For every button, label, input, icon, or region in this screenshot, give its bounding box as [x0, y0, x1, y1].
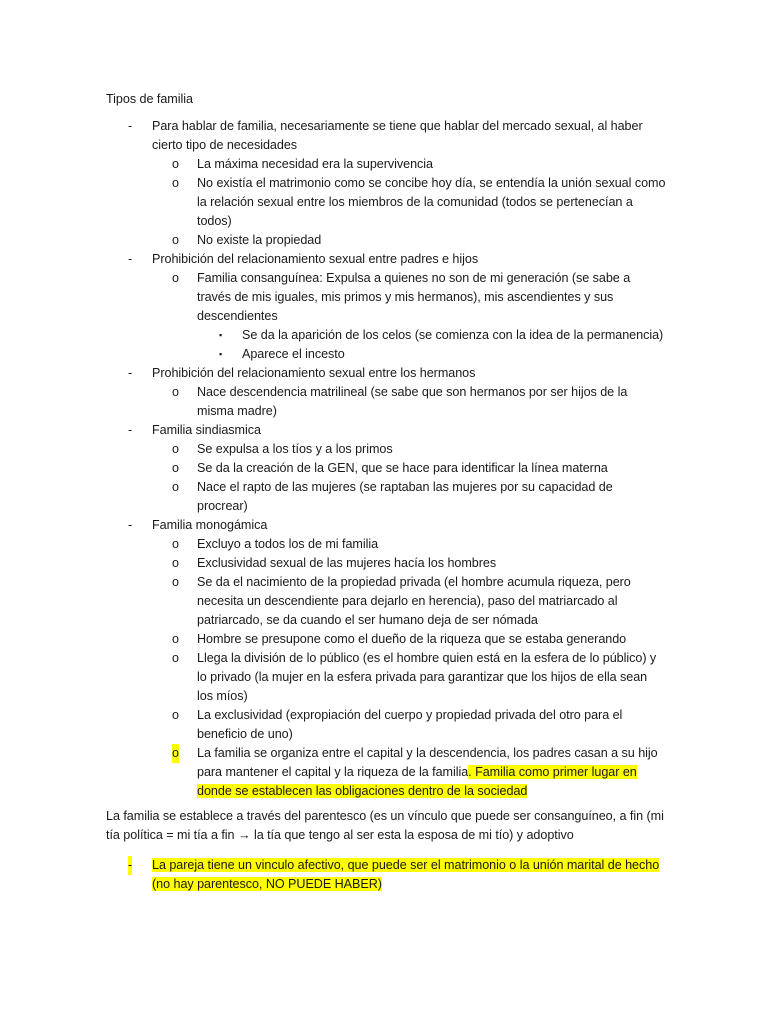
list-item-text: No existe la propiedad	[197, 233, 322, 247]
list-item	[106, 440, 666, 459]
list-item	[106, 250, 666, 269]
list-item-text: Exclusividad sexual de las mujeres hacía los hombres	[197, 556, 497, 570]
document-body	[106, 90, 666, 894]
dash-bullet-highlighted: -	[128, 856, 132, 875]
list-item-text: Nace descendencia matrilineal (se sabe que son hermanos por ser hijos de la misma madre)	[197, 385, 628, 418]
list-item	[106, 459, 666, 478]
list-item	[106, 345, 666, 364]
square-bullet: ▪	[219, 330, 223, 340]
circle-bullet: o	[172, 385, 179, 399]
circle-bullet: o	[172, 651, 179, 665]
list-item-text: Hombre se presupone como el dueño de la riqueza que se estaba generando	[197, 632, 627, 646]
list-item	[106, 117, 666, 155]
circle-bullet-highlighted: o	[172, 744, 179, 763]
parentesco-paragraph: La familia se establece a través del parentesco (es un vínculo que puede ser consanguíneo, a fin (mi tía política = mi tía a fin → la tía que tengo al ser esta la esposa de mi tío) y adoptivo	[106, 809, 664, 842]
list-item	[106, 649, 666, 706]
list-item-text: Se da el nacimiento de la propiedad privada (el hombre acumula riqueza, pero necesita un descendiente para dejarlo en herencia), paso del matriarcado al patriarcado, se da cuando el ser humano deja de ser nómada	[197, 575, 631, 627]
list-item-text: La familia se organiza entre el capital y la descendencia, los padres casan a su hijo para mantener el capital y la riqueza de la familia	[197, 746, 658, 779]
list-item-text: Llega la división de lo público (es el hombre quien está en la esfera de lo público) y lo privado (la mujer en la esfera privada para garantizar que los hijos de ella sean los míos)	[197, 651, 657, 703]
dash-bullet: -	[128, 366, 133, 380]
list-item-text: Excluyo a todos los de mi familia	[197, 537, 379, 551]
list-item	[106, 478, 666, 516]
list-item	[106, 231, 666, 250]
list-item-text: Aparece el incesto	[242, 347, 345, 361]
list-item-text: Se da la aparición de los celos (se comienza con la idea de la permanencia)	[242, 328, 664, 342]
list-item	[106, 516, 666, 535]
circle-bullet: o	[172, 176, 179, 190]
circle-bullet: o	[172, 708, 179, 722]
circle-bullet: o	[172, 271, 179, 285]
list-item	[106, 269, 666, 326]
square-bullet: ▪	[219, 349, 223, 359]
circle-bullet: o	[172, 575, 179, 589]
highlighted-text: La pareja tiene un vinculo afectivo, que puede ser el matrimonio o la unión marital de hecho (no hay parentesco, NO PUEDE HABER)	[152, 858, 660, 891]
dash-bullet: -	[128, 518, 133, 532]
list-item-text: Familia consanguínea: Expulsa a quienes no son de mi generación (se sabe a través de mis iguales, mis primos y mis hermanos), mis ascendientes y sus descendientes	[197, 271, 631, 323]
list-item	[106, 383, 666, 421]
circle-bullet: o	[172, 480, 179, 494]
list-item	[106, 554, 666, 573]
document-title: Tipos de familia	[106, 92, 193, 106]
circle-bullet: o	[172, 233, 179, 247]
circle-bullet: o	[172, 556, 179, 570]
list-item-highlighted	[106, 744, 666, 801]
list-item-text: Se expulsa a los tíos y a los primos	[197, 442, 393, 456]
list-item-text: Se da la creación de la GEN, que se hace para identificar la línea materna	[197, 461, 608, 475]
circle-bullet: o	[172, 157, 179, 171]
list-item-highlighted	[106, 856, 666, 894]
dash-bullet: -	[128, 423, 133, 437]
list-item-text: La exclusividad (expropiación del cuerpo y propiedad privada del otro para el beneficio de uno)	[197, 708, 623, 741]
list-item-text: Familia sindiasmica	[152, 423, 261, 437]
list-item	[106, 535, 666, 554]
list-item-text: Nace el rapto de las mujeres (se raptaban las mujeres por su capacidad de procrear)	[197, 480, 613, 513]
list-item-text: Para hablar de familia, necesariamente se tiene que hablar del mercado sexual, al haber cierto tipo de necesidades	[152, 119, 643, 152]
list-item-text: La máxima necesidad era la supervivencia	[197, 157, 434, 171]
list-item	[106, 174, 666, 231]
dash-bullet: -	[128, 252, 133, 266]
list-item-text: No existía el matrimonio como se concibe hoy día, se entendía la unión sexual como la relación sexual entre los miembros de la comunidad (todos se pertenecían a todos)	[197, 176, 666, 228]
list-item-text: Prohibición del relacionamiento sexual entre padres e hijos	[152, 252, 479, 266]
list-item	[106, 364, 666, 383]
outline-list	[106, 117, 666, 801]
circle-bullet: o	[172, 461, 179, 475]
list-item	[106, 630, 666, 649]
list-item	[106, 573, 666, 630]
list-item	[106, 326, 666, 345]
dash-bullet: -	[128, 119, 133, 133]
highlighted-text: . Familia como primer lugar en donde se establecen las obligaciones dentro de la sociedad	[197, 765, 637, 798]
list-item	[106, 421, 666, 440]
circle-bullet: o	[172, 537, 179, 551]
circle-bullet: o	[172, 632, 179, 646]
list-item	[106, 155, 666, 174]
circle-bullet: o	[172, 442, 179, 456]
list-item	[106, 706, 666, 744]
list-item-text: Prohibición del relacionamiento sexual entre los hermanos	[152, 366, 476, 380]
list-item-text: Familia monogámica	[152, 518, 268, 532]
